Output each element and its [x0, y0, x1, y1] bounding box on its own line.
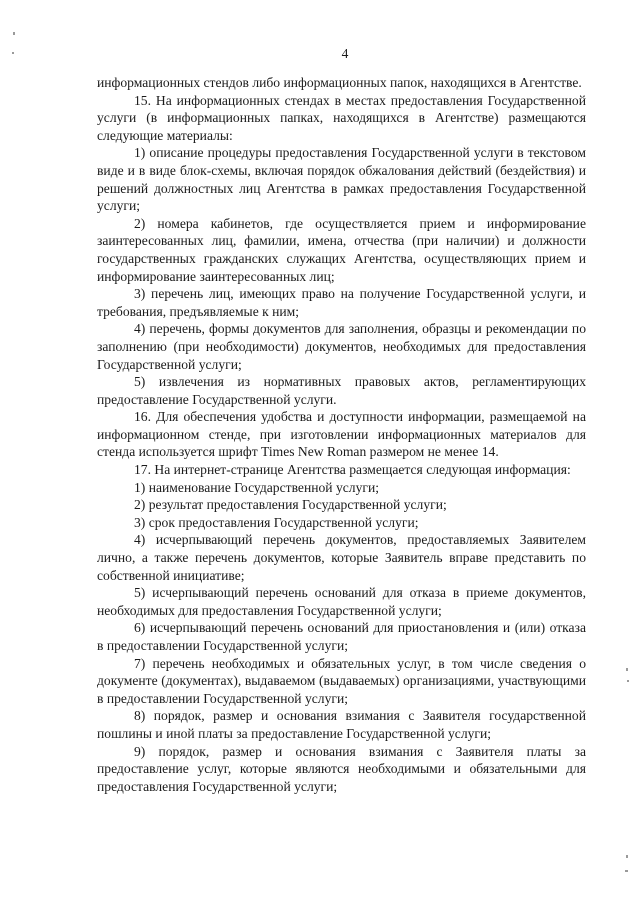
scan-mark-right — [626, 668, 628, 671]
paragraph-item-15: 15. На информационных стендах в местах предоставления Государственной услуги (в информационных папках, находящихся в Агентстве) размещаются следующие материалы: — [97, 92, 586, 143]
scan-mark-left — [13, 32, 15, 35]
scan-mark-left — [12, 52, 14, 54]
scan-mark-right — [627, 680, 629, 682]
paragraph-17-sub-3: 3) срок предоставления Государственной услуги; — [134, 514, 419, 530]
scan-mark-right — [625, 870, 628, 872]
paragraph-17-sub-7: 7) перечень необходимых и обязательных услуг, в том числе сведения о документе (документах), выдаваемом (выдаваемых) организациями, участвующими в предоставлении Государственной услуги; — [97, 655, 586, 706]
paragraph-17-sub-1: 1) наименование Государственной услуги; — [134, 479, 380, 495]
paragraph-15-sub-3: 3) перечень лиц, имеющих право на получение Государственной услуги, и требования, предъявляемые к ним; — [97, 286, 586, 319]
document-body — [97, 74, 586, 795]
paragraph-15-sub-4: 4) перечень, формы документов для заполнения, образцы и рекомендации по заполнению (при необходимости) документов, необходимых для предоставления Государственной услуги; — [97, 321, 586, 372]
paragraph-15-sub-1: 1) описание процедуры предоставления Государственной услуги в текстовом виде и в виде блок-схемы, включая порядок обжалования действий (бездействия) и решений должностных лиц Агентства в рамках предоставления Государственной услуги; — [97, 145, 586, 214]
paragraph-17-sub-4: 4) исчерпывающий перечень документов, предоставляемых Заявителем лично, а также перечень документов, которые Заявитель вправе представить по собственной инициативе; — [97, 532, 586, 583]
paragraph-15-sub-2: 2) номера кабинетов, где осуществляется прием и информирование заинтересованных лиц, фамилии, имена, отчества (при наличии) и должности государственных гражданских служащих Агентства, осуществляющих прием и информирование заинтересованных лиц; — [97, 215, 586, 284]
paragraph-item-16: 16. Для обеспечения удобства и доступности информации, размещаемой на информационном стенде, при изготовлении информационных материалов для стенда используется шрифт Times New Roman размером не менее 14. — [97, 409, 586, 460]
paragraph-17-sub-8: 8) порядок, размер и основания взимания с Заявителя государственной пошлины и иной платы за предоставление Государственной услуги; — [97, 708, 586, 741]
paragraph-15-sub-5: 5) извлечения из нормативных правовых актов, регламентирующих предоставление Государственной услуги. — [97, 374, 586, 407]
paragraph-item-17: 17. На интернет-странице Агентства размещается следующая информация: — [134, 462, 571, 478]
paragraph-17-sub-9: 9) порядок, размер и основания взимания с Заявителя платы за предоставление услуг, которые являются необходимыми и обязательными для предоставления Государственной услуги; — [97, 743, 586, 794]
paragraph-17-sub-5: 5) исчерпывающий перечень оснований для отказа в приеме документов, необходимых для предоставления Государственной услуги; — [97, 585, 586, 618]
paragraph-17-sub-6: 6) исчерпывающий перечень оснований для приостановления и (или) отказа в предоставлении Государственной услуги; — [97, 620, 586, 653]
paragraph-continuation: информационных стендов либо информационных папок, находящихся в Агентстве. — [97, 75, 582, 90]
page-number: 4 — [341, 46, 349, 61]
scan-mark-right — [626, 855, 628, 858]
paragraph-17-sub-2: 2) результат предоставления Государственной услуги; — [134, 497, 447, 513]
